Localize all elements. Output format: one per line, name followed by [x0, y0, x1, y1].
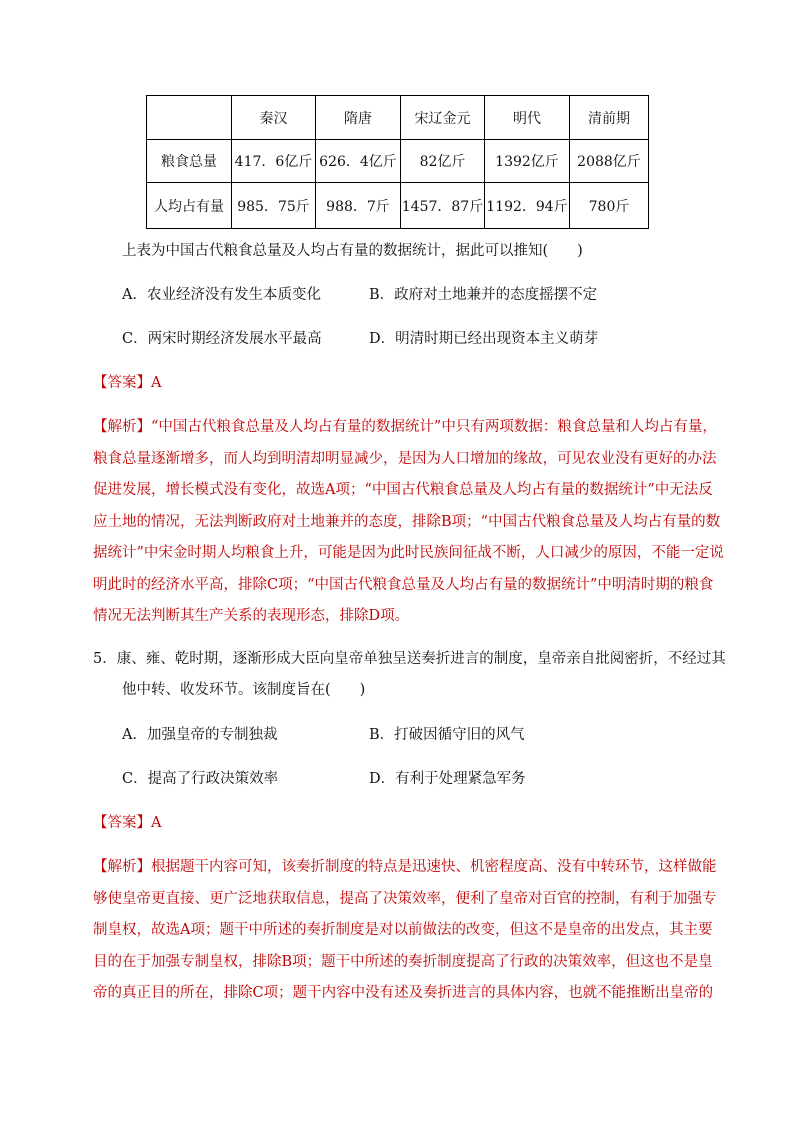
option-d: D．有利于处理紧急军务 [369, 771, 526, 787]
answer-label: 【答案】A [93, 815, 162, 831]
analysis-block [93, 417, 724, 638]
question-stem: 上表为中国古代粮食总量及人均占有量的数据统计，据此可以推知( ) [122, 243, 583, 259]
table-cell: 1192．94斤 [485, 183, 570, 229]
table-header-row [147, 96, 649, 140]
grain-data-table [146, 95, 649, 229]
table-cell: 988．7斤 [316, 183, 401, 229]
option-b: B．政府对土地兼并的态度摇摆不定 [369, 287, 598, 303]
analysis-line: 情况无法判断其生产关系的表现形态，排除D项。 [93, 608, 410, 624]
table-row [147, 183, 649, 229]
analysis-line: 【解析】“中国古代粮食总量及人均占有量的数据统计”中只有两项数据：粮食总量和人均占有量， [93, 419, 717, 435]
table-cell: 粮食总量 [147, 140, 232, 183]
analysis-line: 目的在于加强专制皇权，排除B项；题干中所述的奏折制度提高了行政的决策效率，但这也不是皇 [93, 953, 713, 970]
option-d: D．明清时期已经出现资本主义萌芽 [369, 331, 599, 347]
table-cell: 1392亿斤 [485, 140, 570, 183]
table-cell: 人均占有量 [147, 183, 232, 229]
table-cell: 626．4亿斤 [316, 140, 401, 183]
option-c: C．两宋时期经济发展水平最高 [122, 331, 322, 347]
table-header-cell: 宋辽金元 [401, 96, 485, 140]
analysis-line: 【解析】根据题干内容可知，该奏折制度的特点是迅速快、机密程度高、没有中转环节，这样做能 [93, 859, 717, 875]
table-cell: 1457．87斤 [401, 183, 485, 229]
table-cell: 2088亿斤 [570, 140, 649, 183]
question-stem-continued: 他中转、收发环节。该制度旨在( ) [122, 682, 366, 698]
analysis-line: 应土地的情况，无法判断政府对土地兼并的态度，排除B项；“中国古代粮食总量及人均占有量的数 [93, 513, 721, 530]
table-header-cell: 隋唐 [316, 96, 401, 140]
analysis-line: 明此时的经济水平高，排除C项；“中国古代粮食总量及人均占有量的数据统计”中明清时期的粮食 [93, 576, 714, 593]
table-cell: 82亿斤 [401, 140, 485, 183]
analysis-line: 据统计”中宋金时期人均粮食上升，可能是因为此时民族间征战不断，人口减少的原因，不能一定说 [93, 545, 724, 561]
table-header-cell: 清前期 [570, 96, 649, 140]
analysis-line: 制皇权，故选A项；题干中所述的奏折制度是对以前做法的改变，但这不是皇帝的出发点，其主要 [93, 922, 713, 938]
analysis-line: 粮食总量逐渐增多，而人均到明清却明显减少，是因为人口增加的缘故，可见农业没有更好的办法 [93, 450, 717, 467]
option-b: B．打破因循守旧的风气 [369, 727, 525, 743]
table-header-cell: 秦汉 [232, 96, 316, 140]
option-c: C．提高了行政决策效率 [122, 771, 279, 787]
question-stem: 5．康、雍、乾时期，逐渐形成大臣向皇帝单独呈送奏折进言的制度，皇帝亲自批阅密折，不经过其 [93, 651, 726, 667]
table-header-cell: 明代 [485, 96, 570, 140]
analysis-line: 够使皇帝更直接、更广泛地获取信息，提高了决策效率，便利了皇帝对百官的控制，有利于加强专 [93, 890, 717, 907]
table-cell: 417．6亿斤 [232, 140, 316, 183]
table-row [147, 140, 649, 183]
analysis-line: 帝的真正目的所在，排除C项；题干内容中没有述及奏折进言的具体内容，也就不能推断出皇帝的 [93, 985, 714, 1001]
table-cell: 780斤 [570, 183, 649, 229]
answer-label: 【答案】A [93, 375, 162, 391]
table-header-cell [147, 96, 232, 140]
analysis-line: 促进发展，增长模式没有变化，故选A项；“中国古代粮食总量及人均占有量的数据统计”中无法反 [93, 482, 713, 498]
option-a: A．加强皇帝的专制独裁 [122, 727, 278, 743]
table-cell: 985．75斤 [232, 183, 316, 229]
analysis-block [93, 857, 717, 1015]
option-a: A．农业经济没有发生本质变化 [122, 287, 321, 303]
